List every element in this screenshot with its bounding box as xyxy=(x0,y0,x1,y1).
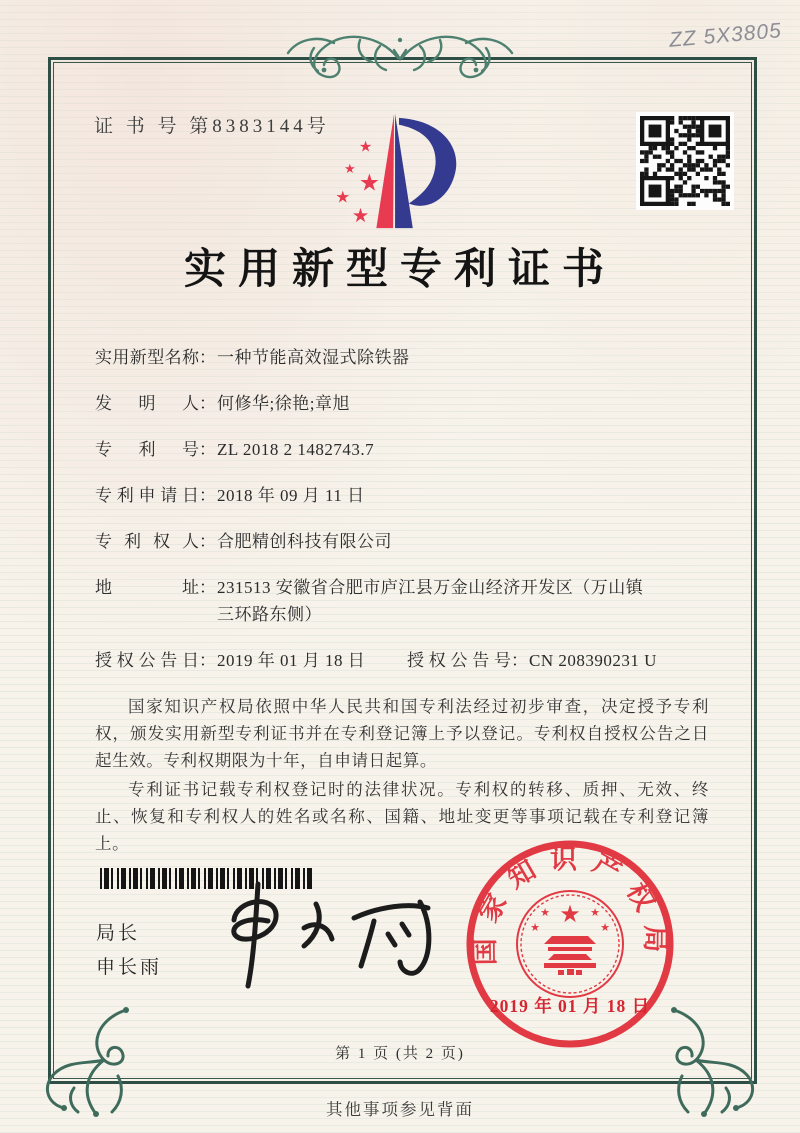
field-value: 何修华;徐艳;章旭 xyxy=(217,394,350,413)
field-label: 发明人 xyxy=(95,394,199,413)
signer-name: 申长雨 xyxy=(96,957,163,978)
field-inventors: 发明人 ： 何修华;徐艳;章旭 xyxy=(95,390,709,417)
field-label: 地址 xyxy=(95,578,199,597)
field-value: CN 208390231 U xyxy=(529,651,657,670)
svg-text:★: ★ xyxy=(344,161,356,176)
field-value: ZL 2018 2 1482743.7 xyxy=(217,440,375,459)
legal-paragraph-1: 国家知识产权局依照中华人民共和国专利法经过初步审查，决定授予专利权，颁发实用新型专利证书并在专利登记簿上予以登记。专利权自授权公告之日起生效。专利权期限为十年，自申请日起算。 xyxy=(95,697,709,770)
seal-date: 2019 年 01 月 18 日 xyxy=(489,996,651,1016)
handwritten-code: ZZ 5X3805 xyxy=(668,19,783,52)
certificate-number: 证 书 号 第8383144号 xyxy=(94,116,330,137)
field-label: 授权公告日 xyxy=(95,651,199,670)
signer-title: 局长 xyxy=(96,923,141,944)
field-value: 2019 年 01 月 18 日 xyxy=(217,651,366,670)
svg-text:★: ★ xyxy=(540,907,550,919)
page-title: 实用新型专利证书 xyxy=(183,247,616,293)
svg-text:★: ★ xyxy=(590,907,600,919)
cnipa-round-seal-icon xyxy=(462,836,678,1052)
svg-text:★: ★ xyxy=(335,187,351,207)
field-label: 授权公告号 xyxy=(407,651,511,670)
field-label: 专利号 xyxy=(95,440,199,459)
legal-paragraph-2: 专利证书记载专利权登记时的法律状况。专利权的转移、质押、无效、终止、恢复和专利权人的姓名或名称、国籍、地址变更等事项记载在专利登记簿上。 xyxy=(95,780,709,853)
national-emblem-icon xyxy=(517,891,623,997)
seal-agency-text: 国家知识产权局 xyxy=(469,844,671,966)
svg-text:★: ★ xyxy=(358,139,373,156)
svg-text:★: ★ xyxy=(358,170,381,197)
field-value: 2018 年 09 月 11 日 xyxy=(217,486,365,505)
field-patent-number: 专利号 ： ZL 2018 2 1482743.7 xyxy=(95,436,709,463)
field-grant-row: 授权公告日 ： 2019 年 01 月 18 日 授权公告号 ： CN 208390231 U xyxy=(95,647,709,674)
field-address: 地址 ： 231513 安徽省合肥市庐江县万金山经济开发区（万山镇三环路东侧） xyxy=(95,574,709,628)
field-value: 一种节能高效湿式除铁器 xyxy=(217,348,410,367)
certificate-fields xyxy=(95,344,709,859)
dragon-scroll-ornament-icon xyxy=(268,26,532,88)
svg-text:★: ★ xyxy=(530,922,540,934)
field-patentee: 专利权人 ： 合肥精创科技有限公司 xyxy=(95,528,709,555)
svg-text:★: ★ xyxy=(600,922,610,934)
svg-text:★: ★ xyxy=(351,205,370,228)
field-label: 实用新型名称 xyxy=(95,348,199,367)
cnipa-patent-logo-icon xyxy=(330,108,468,236)
field-value: 231513 安徽省合肥市庐江县万金山经济开发区（万山镇三环路东侧） xyxy=(217,578,644,624)
field-label: 专利申请日 xyxy=(95,486,199,505)
back-side-note: 其他事项参见背面 xyxy=(326,1100,474,1119)
field-value: 合肥精创科技有限公司 xyxy=(217,532,392,551)
page-indicator: 第 1 页 (共 2 页) xyxy=(335,1046,465,1062)
qr-code-icon xyxy=(636,112,734,210)
director-signature xyxy=(204,876,446,994)
field-utility-model-name: 实用新型名称 ： 一种节能高效湿式除铁器 xyxy=(95,344,709,371)
field-filing-date: 专利申请日 ： 2018 年 09 月 11 日 xyxy=(95,482,709,509)
svg-text:★: ★ xyxy=(559,902,581,928)
legal-text xyxy=(95,693,709,857)
field-label: 专利权人 xyxy=(95,532,199,551)
